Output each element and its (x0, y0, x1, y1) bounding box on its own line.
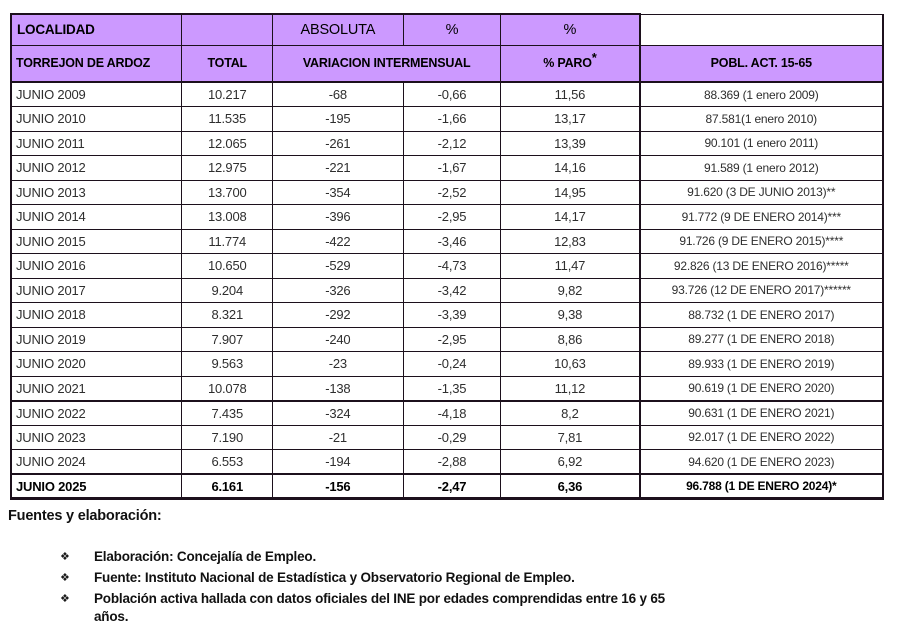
header-paro-label: % PARO (543, 56, 592, 71)
cell-variacion-percent: -2,47 (403, 474, 501, 499)
cell-poblacion-activa: 94.620 (1 DE ENERO 2023) (640, 450, 883, 475)
cell-poblacion-activa: 91.772 (9 DE ENERO 2014)*** (640, 205, 883, 230)
table-body (11, 82, 883, 499)
cell-variacion-absoluta: -138 (272, 376, 403, 401)
cell-paro-percent: 13,39 (501, 131, 640, 156)
diamond-bullet-icon: ❖ (60, 551, 70, 563)
cell-variacion-absoluta: -221 (272, 156, 403, 181)
header-row-2 (11, 45, 883, 82)
cell-poblacion-activa: 88.732 (1 DE ENERO 2017) (640, 303, 883, 328)
cell-variacion-percent: -1,66 (403, 107, 501, 132)
header-localidad: LOCALIDAD (11, 14, 182, 45)
cell-period: JUNIO 2011 (11, 131, 182, 156)
cell-poblacion-activa: 91.589 (1 enero 2012) (640, 156, 883, 181)
diamond-bullet-icon: ❖ (60, 593, 70, 605)
list-item (8, 590, 888, 626)
cell-period: JUNIO 2012 (11, 156, 182, 181)
cell-poblacion-activa: 88.369 (1 enero 2009) (640, 82, 883, 107)
cell-paro-percent: 13,17 (501, 107, 640, 132)
cell-paro-percent: 11,12 (501, 376, 640, 401)
cell-variacion-percent: -3,42 (403, 278, 501, 303)
cell-total: 7.907 (182, 327, 273, 352)
sources-list (8, 548, 888, 626)
cell-variacion-percent: -2,52 (403, 180, 501, 205)
cell-period: JUNIO 2013 (11, 180, 182, 205)
cell-total: 11.535 (182, 107, 273, 132)
cell-total: 6.553 (182, 450, 273, 475)
cell-total: 13.008 (182, 205, 273, 230)
cell-variacion-absoluta: -195 (272, 107, 403, 132)
cell-period: JUNIO 2014 (11, 205, 182, 230)
cell-paro-percent: 14,17 (501, 205, 640, 230)
header-empty-cell (182, 14, 273, 45)
cell-variacion-absoluta: -354 (272, 180, 403, 205)
cell-total: 9.563 (182, 352, 273, 377)
cell-variacion-percent: -0,66 (403, 82, 501, 107)
table-row (11, 352, 883, 377)
diamond-bullet-icon: ❖ (60, 572, 70, 584)
header-percent-1: % (403, 14, 501, 45)
cell-poblacion-activa: 90.619 (1 DE ENERO 2020) (640, 376, 883, 401)
cell-period: JUNIO 2024 (11, 450, 182, 475)
cell-total: 8.321 (182, 303, 273, 328)
cell-poblacion-activa: 93.726 (12 DE ENERO 2017)****** (640, 278, 883, 303)
cell-variacion-percent: -2,88 (403, 450, 501, 475)
cell-total: 7.435 (182, 401, 273, 426)
header-municipality: TORREJON DE ARDOZ (11, 45, 182, 82)
table-row (11, 254, 883, 279)
cell-paro-percent: 8,2 (501, 401, 640, 426)
cell-total: 12.065 (182, 131, 273, 156)
cell-variacion-absoluta: -240 (272, 327, 403, 352)
cell-period: JUNIO 2010 (11, 107, 182, 132)
cell-total: 10.078 (182, 376, 273, 401)
cell-variacion-percent: -1,35 (403, 376, 501, 401)
cell-period: JUNIO 2019 (11, 327, 182, 352)
table-row (11, 180, 883, 205)
cell-variacion-percent: -2,95 (403, 327, 501, 352)
cell-variacion-percent: -2,95 (403, 205, 501, 230)
cell-poblacion-activa: 87.581(1 enero 2010) (640, 107, 883, 132)
cell-variacion-absoluta: -324 (272, 401, 403, 426)
table-row (11, 327, 883, 352)
table-row (11, 450, 883, 475)
cell-poblacion-activa: 90.101 (1 enero 2011) (640, 131, 883, 156)
cell-paro-percent: 6,36 (501, 474, 640, 499)
header-percent-2: % (501, 14, 640, 45)
cell-paro-percent: 14,95 (501, 180, 640, 205)
cell-period: JUNIO 2025 (11, 474, 182, 499)
table-header (11, 14, 883, 82)
cell-variacion-absoluta: -529 (272, 254, 403, 279)
cell-variacion-absoluta: -396 (272, 205, 403, 230)
table-row (11, 303, 883, 328)
cell-total: 10.217 (182, 82, 273, 107)
cell-paro-percent: 11,56 (501, 82, 640, 107)
cell-period: JUNIO 2020 (11, 352, 182, 377)
table-row (11, 376, 883, 401)
cell-variacion-percent: -4,73 (403, 254, 501, 279)
cell-variacion-percent: -4,18 (403, 401, 501, 426)
table-row (11, 131, 883, 156)
table-row (11, 401, 883, 426)
header-row-1 (11, 14, 883, 45)
cell-poblacion-activa: 92.826 (13 DE ENERO 2016)***** (640, 254, 883, 279)
source-fuente: Fuente: Instituto Nacional de Estadística y Observatorio Regional de Empleo. (94, 570, 575, 585)
cell-poblacion-activa: 92.017 (1 DE ENERO 2022) (640, 425, 883, 450)
cell-period: JUNIO 2015 (11, 229, 182, 254)
cell-variacion-absoluta: -292 (272, 303, 403, 328)
table-row (11, 474, 883, 499)
table-row (11, 107, 883, 132)
sources-section (8, 508, 888, 629)
cell-poblacion-activa: 89.933 (1 DE ENERO 2019) (640, 352, 883, 377)
table-row (11, 425, 883, 450)
cell-paro-percent: 6,92 (501, 450, 640, 475)
cell-paro-percent: 11,47 (501, 254, 640, 279)
cell-variacion-absoluta: -194 (272, 450, 403, 475)
cell-poblacion-activa: 89.277 (1 DE ENERO 2018) (640, 327, 883, 352)
source-elaboracion: Elaboración: Concejalía de Empleo. (94, 549, 317, 564)
cell-variacion-absoluta: -21 (272, 425, 403, 450)
cell-paro-percent: 8,86 (501, 327, 640, 352)
cell-poblacion-activa: 91.620 (3 DE JUNIO 2013)** (640, 180, 883, 205)
cell-total: 11.774 (182, 229, 273, 254)
source-poblacion-nota: Población activa hallada con datos oficiales del INE por edades comprendidas entre 16 y 65 años. (94, 591, 665, 624)
cell-poblacion-activa: 90.631 (1 DE ENERO 2021) (640, 401, 883, 426)
table-row (11, 205, 883, 230)
cell-variacion-percent: -1,67 (403, 156, 501, 181)
cell-period: JUNIO 2021 (11, 376, 182, 401)
table-row (11, 82, 883, 107)
list-item (8, 569, 888, 587)
cell-total: 9.204 (182, 278, 273, 303)
cell-total: 6.161 (182, 474, 273, 499)
cell-variacion-percent: -3,39 (403, 303, 501, 328)
cell-poblacion-activa: 91.726 (9 DE ENERO 2015)**** (640, 229, 883, 254)
cell-variacion-percent: -0,29 (403, 425, 501, 450)
paro-asterisk: * (591, 50, 597, 66)
cell-variacion-percent: -2,12 (403, 131, 501, 156)
cell-period: JUNIO 2016 (11, 254, 182, 279)
cell-variacion-absoluta: -422 (272, 229, 403, 254)
cell-variacion-percent: -0,24 (403, 352, 501, 377)
header-paro-rate (501, 45, 640, 82)
cell-period: JUNIO 2009 (11, 82, 182, 107)
cell-paro-percent: 12,83 (501, 229, 640, 254)
cell-total: 12.975 (182, 156, 273, 181)
sources-title: Fuentes y elaboración: (8, 508, 162, 524)
header-poblacion-activa: POBL. ACT. 15-65 (640, 45, 883, 82)
cell-variacion-percent: -3,46 (403, 229, 501, 254)
cell-variacion-absoluta: -23 (272, 352, 403, 377)
cell-paro-percent: 9,38 (501, 303, 640, 328)
table-row (11, 156, 883, 181)
cell-period: JUNIO 2022 (11, 401, 182, 426)
cell-total: 7.190 (182, 425, 273, 450)
header-variacion-intermensual: VARIACION INTERMENSUAL (272, 45, 500, 82)
cell-variacion-absoluta: -261 (272, 131, 403, 156)
cell-total: 13.700 (182, 180, 273, 205)
list-item (8, 548, 888, 566)
cell-paro-percent: 10,63 (501, 352, 640, 377)
header-blank-corner (640, 14, 883, 45)
cell-total: 10.650 (182, 254, 273, 279)
cell-variacion-absoluta: -68 (272, 82, 403, 107)
cell-variacion-absoluta: -326 (272, 278, 403, 303)
cell-variacion-absoluta: -156 (272, 474, 403, 499)
cell-paro-percent: 7,81 (501, 425, 640, 450)
unemployment-table (10, 13, 884, 500)
cell-paro-percent: 9,82 (501, 278, 640, 303)
cell-period: JUNIO 2017 (11, 278, 182, 303)
table-row (11, 278, 883, 303)
table-row (11, 229, 883, 254)
header-absoluta: ABSOLUTA (272, 14, 403, 45)
cell-period: JUNIO 2018 (11, 303, 182, 328)
cell-poblacion-activa: 96.788 (1 DE ENERO 2024)* (640, 474, 883, 499)
cell-period: JUNIO 2023 (11, 425, 182, 450)
cell-paro-percent: 14,16 (501, 156, 640, 181)
header-total: TOTAL (182, 45, 273, 82)
